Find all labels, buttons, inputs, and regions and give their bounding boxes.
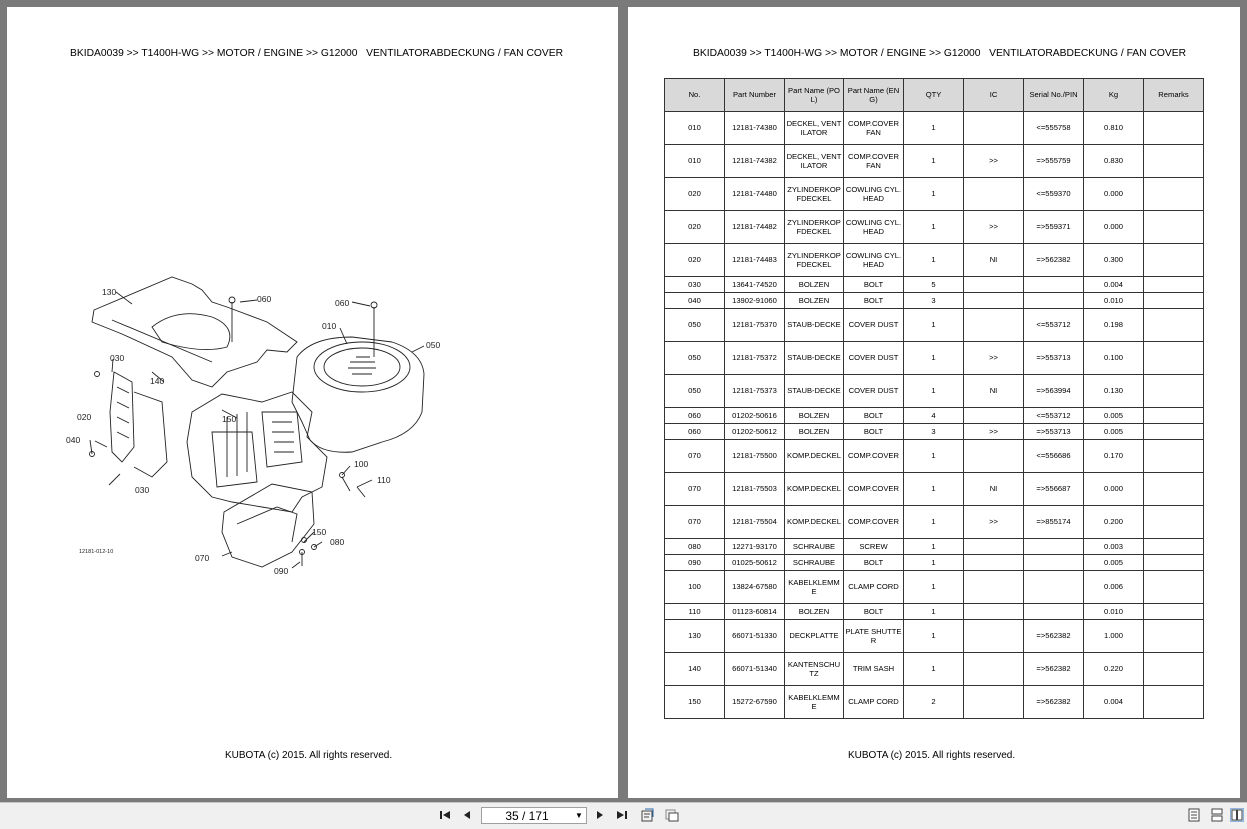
table-cell: =>563994 [1024,375,1084,408]
table-cell: 13824-67580 [725,571,785,604]
table-cell: NI [964,473,1024,506]
table-cell: =>556687 [1024,473,1084,506]
table-cell [964,653,1024,686]
callout-label: 130 [102,287,117,297]
table-cell: 1 [904,244,964,277]
table-cell: 4 [904,408,964,424]
table-row [665,539,1204,555]
table-cell: 0.220 [1084,653,1144,686]
table-cell [964,277,1024,293]
table-cell: >> [964,211,1024,244]
last-page-icon[interactable] [615,808,629,822]
table-row [665,440,1204,473]
table-cell [1144,178,1204,211]
table-row [665,112,1204,145]
table-cell [964,539,1024,555]
table-cell [1144,539,1204,555]
table-cell: 0.010 [1084,604,1144,620]
table-row [665,424,1204,440]
table-cell: BOLT [844,277,904,293]
two-page-view-icon[interactable] [1230,808,1244,822]
table-cell: BOLT [844,408,904,424]
table-cell [1024,539,1084,555]
table-cell: =>562382 [1024,653,1084,686]
table-cell [1144,571,1204,604]
table-cell: 3 [904,293,964,309]
table-cell [964,686,1024,719]
table-cell [1144,440,1204,473]
table-cell: 1 [904,653,964,686]
table-row [665,244,1204,277]
table-cell [1024,293,1084,309]
callout-label: 050 [426,340,441,350]
column-header: Part Name (ENG) [844,79,904,112]
table-cell [1144,620,1204,653]
table-cell: 010 [665,112,725,145]
table-cell: COMP.COVER FAN [844,112,904,145]
table-row [665,178,1204,211]
table-cell: 0.003 [1084,539,1144,555]
table-cell [964,178,1024,211]
table-cell: 1 [904,112,964,145]
callout-label: 140 [150,376,165,386]
table-row [665,408,1204,424]
table-cell [1144,309,1204,342]
table-cell: COVER DUST [844,342,904,375]
column-header: No. [665,79,725,112]
table-cell [1144,653,1204,686]
table-cell: 12181-74483 [725,244,785,277]
table-cell: 0.200 [1084,506,1144,539]
table-cell: COMP.COVER FAN [844,145,904,178]
page-indicator: 35 / 171 [505,808,549,823]
column-header: IC [964,79,1024,112]
table-row [665,506,1204,539]
table-cell: 0.810 [1084,112,1144,145]
table-cell: 15272-67590 [725,686,785,719]
viewer-toolbar [0,802,1247,829]
callout-label: 060 [257,294,272,304]
table-cell: 12181-75370 [725,309,785,342]
table-cell: 12181-74482 [725,211,785,244]
table-cell [1024,571,1084,604]
table-cell: 12181-75504 [725,506,785,539]
table-cell: NI [964,375,1024,408]
table-cell: 0.100 [1084,342,1144,375]
table-cell [964,604,1024,620]
table-cell [1024,277,1084,293]
table-cell: BOLT [844,293,904,309]
table-row [665,473,1204,506]
table-row [665,293,1204,309]
callout-label: 090 [274,566,289,576]
table-cell: COVER DUST [844,309,904,342]
table-cell: 070 [665,473,725,506]
table-cell: BOLT [844,424,904,440]
callout-label: 040 [66,435,81,445]
table-cell: 1 [904,309,964,342]
table-cell: KOMP.DECKEL [785,440,844,473]
table-cell: >> [964,145,1024,178]
table-cell: 12181-75503 [725,473,785,506]
table-cell: DECKEL, VENTILATOR [785,145,844,178]
table-cell: BOLZEN [785,424,844,440]
table-cell: =>555759 [1024,145,1084,178]
table-cell: 060 [665,424,725,440]
table-cell: 1 [904,178,964,211]
table-cell: BOLT [844,604,904,620]
table-cell: 0.004 [1084,686,1144,719]
callout-label: 030 [110,353,125,363]
table-cell: 020 [665,178,725,211]
table-cell: 0.005 [1084,424,1144,440]
table-cell: ZYLINDERKOPFDECKEL [785,244,844,277]
table-cell: 12181-74380 [725,112,785,145]
callout-label: 030 [135,485,150,495]
table-cell: 13641-74520 [725,277,785,293]
table-cell [1024,555,1084,571]
table-cell: <=553712 [1024,408,1084,424]
table-cell [1144,555,1204,571]
table-cell: 100 [665,571,725,604]
table-cell: 1 [904,375,964,408]
table-cell: 1 [904,342,964,375]
callout-label: 080 [330,537,345,547]
table-cell [1144,211,1204,244]
table-cell: >> [964,424,1024,440]
table-cell: ZYLINDERKOPFDECKEL [785,178,844,211]
table-cell: 0.010 [1084,293,1144,309]
table-cell: BOLZEN [785,277,844,293]
table-cell: 12181-74382 [725,145,785,178]
table-cell: BOLZEN [785,408,844,424]
table-cell [1144,342,1204,375]
table-cell: <=559370 [1024,178,1084,211]
table-cell: CLAMP CORD [844,686,904,719]
table-cell: DECKPLATTE [785,620,844,653]
table-cell [1144,473,1204,506]
table-cell [1144,145,1204,178]
table-cell: 0.130 [1084,375,1144,408]
table-row [665,686,1204,719]
table-cell: 1 [904,440,964,473]
table-cell: BOLZEN [785,604,844,620]
table-cell: 0.000 [1084,178,1144,211]
table-cell [1144,375,1204,408]
table-cell [964,293,1024,309]
table-cell: KANTENSCHUTZ [785,653,844,686]
table-cell: DECKEL, VENTILATOR [785,112,844,145]
column-header: QTY [904,79,964,112]
callout-label: 110 [377,475,391,485]
table-cell: 5 [904,277,964,293]
table-cell: 12181-74480 [725,178,785,211]
page-footer-left: KUBOTA (c) 2015. All rights reserved. [225,750,393,761]
table-cell: TRIM SASH [844,653,904,686]
table-header-row [665,79,1204,112]
page-header-right: BKIDA0039 >> T1400H-WG >> MOTOR / ENGINE >> G12000 VENTILATORABDECKUNG / FAN COVER [693,48,1187,59]
table-cell: 050 [665,342,725,375]
table-cell [1144,277,1204,293]
table-cell: 1 [904,555,964,571]
table-cell [1144,506,1204,539]
table-cell: =>562382 [1024,686,1084,719]
pan-tool-icon[interactable] [665,808,679,822]
table-cell: 01202-50616 [725,408,785,424]
table-cell: =>553713 [1024,342,1084,375]
table-cell: ZYLINDERKOPFDECKEL [785,211,844,244]
table-cell [1144,293,1204,309]
table-cell: 150 [665,686,725,719]
table-cell: <=555758 [1024,112,1084,145]
table-cell: 060 [665,408,725,424]
column-header: Remarks [1144,79,1204,112]
table-cell [964,309,1024,342]
table-row [665,277,1204,293]
table-row [665,375,1204,408]
continuous-view-icon[interactable] [1210,808,1224,822]
table-cell: 1 [904,145,964,178]
table-cell: 0.300 [1084,244,1144,277]
table-cell: 070 [665,440,725,473]
table-cell: COWLING CYL.HEAD [844,244,904,277]
table-cell: 0.170 [1084,440,1144,473]
drawing-code: 12181-012-10 [79,549,114,555]
table-cell: 01202-50612 [725,424,785,440]
prev-page-icon[interactable] [460,808,474,822]
table-cell: >> [964,506,1024,539]
table-cell: 010 [665,145,725,178]
table-cell [1144,604,1204,620]
table-cell: 0.005 [1084,555,1144,571]
table-cell [964,440,1024,473]
table-cell: 140 [665,653,725,686]
select-tool-icon[interactable] [641,808,655,822]
table-cell: COVER DUST [844,375,904,408]
table-cell: STAUB-DECKE [785,309,844,342]
table-row [665,309,1204,342]
table-cell [964,112,1024,145]
table-cell: KABELKLEMME [785,686,844,719]
table-cell: <=553712 [1024,309,1084,342]
callout-label: 070 [195,553,210,563]
table-cell: 050 [665,309,725,342]
table-cell: BOLT [844,555,904,571]
callout-label: 150 [222,414,237,424]
table-cell: 0.830 [1084,145,1144,178]
table-cell: 0.000 [1084,473,1144,506]
table-cell: COMP.COVER [844,440,904,473]
column-header: Part Name (POL) [785,79,844,112]
callout-label: 100 [354,459,369,469]
table-cell: 1 [904,571,964,604]
table-cell: NI [964,244,1024,277]
table-cell: >> [964,342,1024,375]
column-header: Kg [1084,79,1144,112]
exploded-parts-diagram [52,262,482,602]
table-cell [964,408,1024,424]
table-cell: 1 [904,211,964,244]
table-cell: COWLING CYL.HEAD [844,178,904,211]
table-cell: KOMP.DECKEL [785,473,844,506]
column-header: Part Number [725,79,785,112]
left-page [7,7,618,798]
first-page-icon[interactable] [438,808,452,822]
table-cell: 13902-91060 [725,293,785,309]
table-cell: KOMP.DECKEL [785,506,844,539]
table-cell: =>562382 [1024,620,1084,653]
callout-label: 060 [335,298,350,308]
page-footer-right: KUBOTA (c) 2015. All rights reserved. [848,750,1016,761]
table-row [665,571,1204,604]
table-cell: 0.005 [1084,408,1144,424]
table-cell: <=556686 [1024,440,1084,473]
column-header: Serial No./PIN [1024,79,1084,112]
table-cell: =>559371 [1024,211,1084,244]
table-cell: COMP.COVER [844,506,904,539]
table-row [665,620,1204,653]
table-cell [1144,424,1204,440]
table-cell: 1 [904,539,964,555]
table-cell: 66071-51330 [725,620,785,653]
table-row [665,211,1204,244]
table-cell: 020 [665,211,725,244]
table-row [665,653,1204,686]
table-cell: 12181-75372 [725,342,785,375]
table-row [665,604,1204,620]
table-cell: 090 [665,555,725,571]
table-cell: COMP.COVER [844,473,904,506]
table-cell: 01025-50612 [725,555,785,571]
table-cell: BOLZEN [785,293,844,309]
table-cell: 0.000 [1084,211,1144,244]
table-cell: SCREW [844,539,904,555]
chevron-down-icon[interactable]: ▼ [575,811,583,820]
next-page-icon[interactable] [593,808,607,822]
table-cell [1024,604,1084,620]
table-cell: SCHRAUBE [785,555,844,571]
table-cell: PLATE SHUTTER [844,620,904,653]
table-cell: 01123-60814 [725,604,785,620]
table-cell: 1 [904,620,964,653]
table-cell [964,620,1024,653]
table-cell: 2 [904,686,964,719]
table-cell: =>855174 [1024,506,1084,539]
table-cell: 1 [904,604,964,620]
table-cell: 1 [904,506,964,539]
page-header-left: BKIDA0039 >> T1400H-WG >> MOTOR / ENGINE >> G12000 VENTILATORABDECKUNG / FAN COVER [70,48,564,59]
table-cell: 110 [665,604,725,620]
table-cell: STAUB-DECKE [785,342,844,375]
table-cell: 0.198 [1084,309,1144,342]
table-row [665,555,1204,571]
table-cell: 050 [665,375,725,408]
right-page [628,7,1240,798]
table-cell: 080 [665,539,725,555]
table-cell: 3 [904,424,964,440]
table-cell: 040 [665,293,725,309]
table-cell: CLAMP CORD [844,571,904,604]
table-cell: =>553713 [1024,424,1084,440]
table-cell [1144,408,1204,424]
table-cell [964,571,1024,604]
table-cell: 12181-75373 [725,375,785,408]
table-cell: 130 [665,620,725,653]
table-cell: 0.004 [1084,277,1144,293]
callout-label: 150 [312,527,327,537]
table-cell [1144,244,1204,277]
table-cell: 0.006 [1084,571,1144,604]
table-row [665,342,1204,375]
table-cell: STAUB-DECKE [785,375,844,408]
table-cell [1144,686,1204,719]
callout-label: 010 [322,321,337,331]
table-cell [964,555,1024,571]
table-row [665,145,1204,178]
table-cell: 1.000 [1084,620,1144,653]
table-cell: SCHRAUBE [785,539,844,555]
page-number-field[interactable] [481,807,587,824]
table-cell: 030 [665,277,725,293]
table-cell: 12271-93170 [725,539,785,555]
table-cell: =>562382 [1024,244,1084,277]
table-cell [1144,112,1204,145]
table-cell: 020 [665,244,725,277]
table-cell: 66071-51340 [725,653,785,686]
parts-table [664,78,1204,719]
table-cell: KABELKLEMME [785,571,844,604]
table-cell: 12181-75500 [725,440,785,473]
callout-label: 020 [77,412,92,422]
table-cell: 1 [904,473,964,506]
single-page-view-icon[interactable] [1187,808,1201,822]
table-cell: 070 [665,506,725,539]
table-cell: COWLING CYL.HEAD [844,211,904,244]
